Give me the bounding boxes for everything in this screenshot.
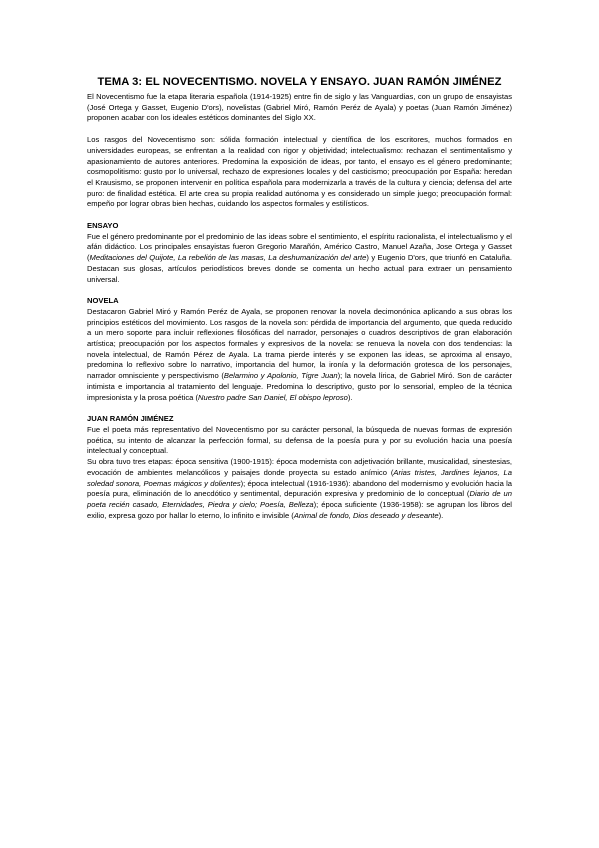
juan-ramon-text: Su obra tuvo tres etapas: época sensitiva (1900-1915): época modernista con adjetivación brillante, musicalidad, sinestesias, evocación de ambientes melancólicos y paisajes donde proyecta su estado anímico (: [87, 457, 512, 477]
juan-ramon-works: Arias tristes, Jardines lejanos, La soledad sonora, Poemas mágicos y dolientes: [87, 467, 512, 488]
novela-paragraph: [87, 307, 512, 403]
intro-paragraph: El Novecentismo fue la etapa literaria española (1914-1925) entre fin de siglo y las Vanguardias, con un grupo de ensayistas (José Ortega y Gasset, Eugenio D'ors), novelistas (Gabriel Miró, Ramón Peréz de Ayala) y poetas (Juan Ramón Jiménez) proponen acabar con los ideales estéticos dominantes del Siglo XX.: [87, 92, 512, 123]
document-title: TEMA 3: EL NOVECENTISMO. NOVELA Y ENSAYO. JUAN RAMÓN JIMÉNEZ: [97, 76, 502, 88]
spacer: [87, 285, 512, 296]
rasgos-paragraph: Los rasgos del Novecentismo son: sólida formación intelectual y científica de los escritores, muchos formados en universidades europeas, se enfrentan a la realidad con rigor y objetividad; intelectualismo: rechazan el sentimentalismo y apasionamiento de autores anteriores. Predomina la exposición de ideas, por tanto, el ensayo es el género predominante; cosmopolitismo: gusto por lo universal, rechazo de expresiones locales y del casticismo; preocupación por España: heredan el Krausismo, se proponen intervenir en política española para modernizarla a través de la cultura y ciencia; defensa del arte puro: de finalidad estética. El arte crea su propia realidad autónoma y es considerado un simple juego; preocupación formal: empeño por lograr obras bien hechas, cuidando los aspectos formales y estilísticos.: [87, 135, 512, 209]
juan-ramon-text: ); época intelectual (1916-1936): abandono del modernismo y evolución hacia la poesía pura, eliminación de lo anecdótico y sentimental, depuración expresiva y predominio de lo conceptual (: [87, 478, 512, 499]
juan-ramon-text: ).: [438, 510, 444, 520]
novela-text: ).: [347, 392, 353, 402]
novela-text: Destacaron Gabriel Miró y Ramón Peréz de Ayala, se proponen renovar la novela decimonónica aplicando a sus obras los principios estéticos del movimiento. Los rasgos de la novela son: pérdida de importancia del argumento, que queda reducido a un mero soporte para incluir reflexiones filosóficas del narrador, personajes o cuadros descriptivos de gran elaboración artística; preocupación por los aspectos formales y expresivos de la novela: se renueva la novela con dos tendencias: la novela intelectual, de Ramón Pérez de Ayala. La trama pierde interés y se exponen las ideas, se aproxima al ensayo, predomina lo reflexivo sobre lo narrativo, importancia del humor, la ironía y la deformación grotesca de los personajes, narrador omnisciente y perspectivismo (: [87, 306, 512, 381]
ensayo-heading: ENSAYO: [87, 221, 119, 231]
novela-works: Belarmino y Apolonio, Tigre Juan: [223, 371, 338, 381]
document-page: [87, 76, 512, 521]
ensayo-text: ) y Eugenio D'ors, que triunfó en Cataluña. Destacan sus glosas, artículos periodísticos breves donde se comenta un hecho actual para extraer un pensamiento universal.: [87, 253, 512, 284]
juan-ramon-paragraph-1: Fue el poeta más representativo del Novecentismo por su carácter personal, la búsqueda de nuevas formas de expresión poética, su intento de alcanzar la perfección formal, su defensa de la poesía pura y por su evolución hacia una poesía intelectual y conceptual.: [87, 424, 512, 456]
spacer: [87, 210, 512, 221]
novela-heading: NOVELA: [87, 296, 119, 306]
juan-ramon-paragraph-2: [87, 457, 512, 521]
juan-ramon-works: Animal de fondo, Dios deseado y deseante: [293, 510, 439, 520]
ensayo-text: Fue el género predominante por el predominio de las ideas sobre el sentimiento, el espíritu racionalista, el intelectualismo y el afán didáctico. Los principales ensayistas fueron Gregorio Marañón, Américo Castro, Manuel Azaña, Jose Ortega y Gasset (: [87, 231, 512, 263]
novela-text: ); la novela lírica, de Gabriel Miró. Son de carácter intimista e importancia al tratamiento del lenguaje. Predomina lo descriptivo, gusto por lo sensorial, empleo de la técnica impresionista y la prosa poética (: [87, 371, 512, 402]
ensayo-works: Meditaciones del Quijote, La rebelión de las masas, La deshumanización del arte: [89, 253, 367, 263]
spacer: [87, 403, 512, 414]
spacer: [87, 124, 512, 135]
juan-ramon-text: ); época suficiente (1936-1958): se agrupan los libros del exilio, expresa gozo por hallar lo eterno, lo infinito e invisible (: [87, 499, 512, 520]
novela-works: Nuestro padre San Daniel, El obispo leproso: [198, 392, 348, 402]
ensayo-paragraph: [87, 232, 512, 286]
juan-ramon-works: Diario de un poeta recién casado, Eternidades, Piedra y cielo; Poesía, Belleza: [87, 489, 512, 509]
juan-ramon-heading: JUAN RAMÓN JIMÉNEZ: [87, 414, 174, 424]
